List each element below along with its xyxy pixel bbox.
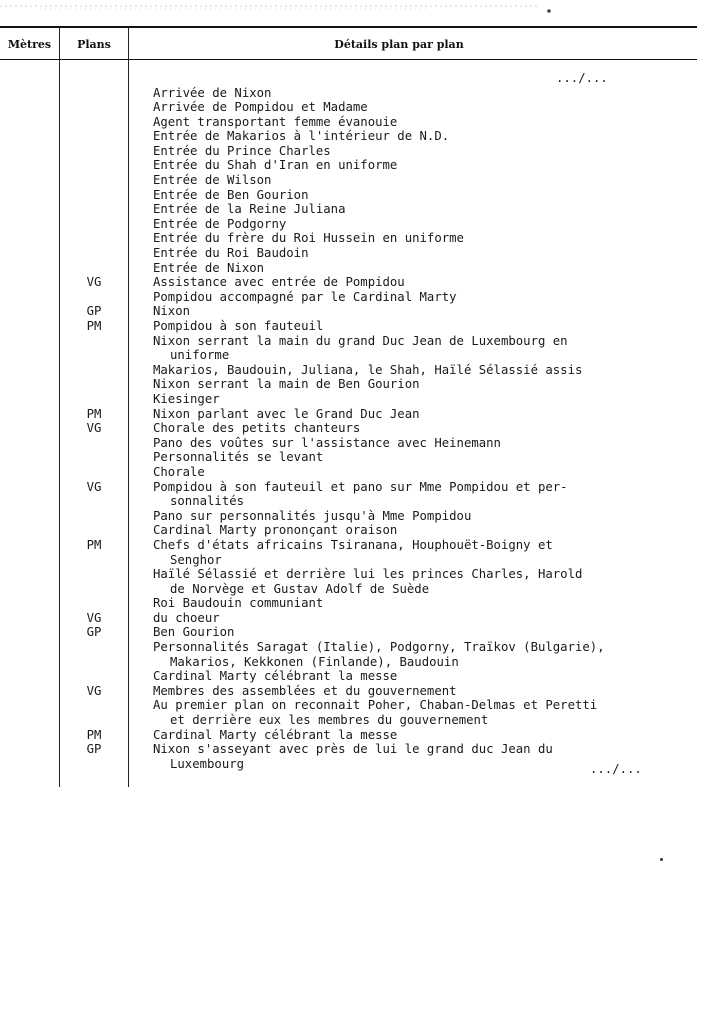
shot-description: Pano sur personnalités jusqu'à Mme Pompidou — [153, 508, 472, 523]
table-row — [0, 334, 711, 349]
table-row — [0, 275, 711, 290]
shot-description: Nixon s'asseyant avec près de lui le grand duc Jean du — [153, 742, 553, 757]
continuation-marker-top: .../... — [556, 71, 608, 85]
shot-description: Pompidou à son fauteuil et pano sur Mme Pompidou et per- — [153, 479, 568, 494]
table-row — [0, 640, 711, 655]
header-plans: Plans — [77, 38, 111, 51]
shot-plan: VG — [86, 421, 102, 436]
table-row — [0, 407, 711, 422]
table-row — [0, 115, 711, 130]
table-row — [0, 669, 711, 684]
shot-description: Assistance avec entrée de Pompidou — [153, 275, 405, 290]
table-row — [0, 231, 711, 246]
table-row — [0, 144, 711, 159]
shot-description: Nixon serrant la main du grand Duc Jean de Luxembourg en — [153, 333, 568, 348]
shot-plan: VG — [86, 610, 102, 625]
continuation-marker-bottom: .../... — [590, 762, 642, 776]
shot-description: Roi Baudouin communiant — [153, 596, 324, 611]
header-details: Détails plan par plan — [334, 38, 464, 51]
shot-plan: VG — [86, 275, 102, 290]
shot-description: Haïlé Sélassié et derrière lui les princes Charles, Harold — [153, 567, 583, 582]
table-row — [0, 261, 711, 276]
table-row — [0, 684, 711, 699]
shot-description: Pano des voûtes sur l'assistance avec Heinemann — [153, 435, 501, 450]
table-row — [0, 567, 711, 582]
table-row — [0, 698, 711, 713]
shot-description: Personnalités se levant — [153, 450, 324, 465]
table-row — [0, 86, 711, 101]
shot-description: Cardinal Marty célébrant la messe — [153, 669, 398, 684]
table-row — [0, 217, 711, 232]
scan-noise-top — [0, 0, 711, 14]
shot-plan: PM — [86, 727, 102, 742]
shot-description: sonnalités — [170, 494, 245, 509]
shot-description: Senghor — [170, 552, 222, 567]
table-row — [0, 421, 711, 436]
shot-description: Membres des assemblées et du gouvernement — [153, 683, 457, 698]
shot-description: Nixon serrant la main de Ben Gourion — [153, 377, 420, 392]
shot-plan: PM — [86, 406, 102, 421]
table-row — [0, 348, 711, 363]
table-row — [0, 319, 711, 334]
table-row — [0, 553, 711, 568]
shot-description: Entrée du Shah d'Iran en uniforme — [153, 158, 398, 173]
shot-description: Cardinal Marty prononçant oraison — [153, 523, 398, 538]
shot-description: Entrée de Wilson — [153, 173, 272, 188]
table-row — [0, 173, 711, 188]
table-row — [0, 596, 711, 611]
shot-description: Agent transportant femme évanouie — [153, 114, 398, 129]
header-metres: Mètres — [7, 38, 52, 51]
header-bottom-rule — [0, 59, 697, 60]
shot-description: Nixon parlant avec le Grand Duc Jean — [153, 406, 420, 421]
shot-description: Kiesinger — [153, 391, 220, 406]
table-row — [0, 713, 711, 728]
shot-description: Au premier plan on reconnait Poher, Chaban-Delmas et Peretti — [153, 698, 598, 713]
shot-description: Pompidou accompagné par le Cardinal Marty — [153, 289, 457, 304]
table-row — [0, 480, 711, 495]
table-row — [0, 742, 711, 757]
shot-description: uniforme — [170, 348, 230, 363]
table-row — [0, 611, 711, 626]
table-row — [0, 450, 711, 465]
shot-description: Entrée de Nixon — [153, 260, 265, 275]
table-row — [0, 538, 711, 553]
shot-description: et derrière eux les membres du gouvernement — [170, 713, 489, 728]
table-row — [0, 129, 711, 144]
shot-description: Chorale des petits chanteurs — [153, 421, 361, 436]
table-row — [0, 202, 711, 217]
table-row — [0, 655, 711, 670]
shot-description: Entrée du Roi Baudoin — [153, 246, 309, 261]
table-row — [0, 523, 711, 538]
table-row — [0, 304, 711, 319]
shot-description: Personnalités Saragat (Italie), Podgorny, Traïkov (Bulgarie), — [153, 640, 605, 655]
shot-description: Entrée du frère du Roi Hussein en uniforme — [153, 231, 464, 246]
shot-description: Makarios, Baudouin, Juliana, le Shah, Haïlé Sélassié assis — [153, 362, 583, 377]
shot-description: Nixon — [153, 304, 191, 319]
table-row — [0, 465, 711, 480]
shot-list — [0, 86, 711, 772]
shot-description: Pompidou à son fauteuil — [153, 319, 324, 333]
table-row — [0, 436, 711, 451]
shot-description: Ben Gourion — [153, 625, 235, 640]
shot-description: Chorale — [153, 464, 205, 479]
shot-description: Arrivée de Pompidou et Madame — [153, 100, 368, 115]
shot-description: Arrivée de Nixon — [153, 85, 272, 100]
shot-plan: VG — [86, 479, 102, 494]
table-row — [0, 363, 711, 378]
shot-description: de Norvège et Gustav Adolf de Suède — [170, 581, 430, 596]
table-row — [0, 158, 711, 173]
shot-description: Makarios, Kekkonen (Finlande), Baudouin — [170, 654, 459, 669]
scan-speck — [660, 858, 663, 861]
shot-description: du choeur — [153, 610, 220, 625]
table-row — [0, 509, 711, 524]
shot-description: Entrée de Makarios à l'intérieur de N.D. — [153, 129, 450, 144]
table-row — [0, 728, 711, 743]
shot-description: Entrée de Podgorny — [153, 216, 287, 231]
shot-description: Entrée du Prince Charles — [153, 143, 331, 158]
table-row — [0, 494, 711, 509]
shot-plan: GP — [86, 625, 102, 640]
shot-plan: GP — [86, 742, 102, 757]
table-row — [0, 392, 711, 407]
shot-description: Entrée de la Reine Juliana — [153, 202, 346, 217]
shot-plan: VG — [86, 683, 102, 698]
shot-description: Chefs d'états africains Tsiranana, Houphouët-Boigny et — [153, 537, 553, 552]
table-row — [0, 290, 711, 305]
table-row — [0, 100, 711, 115]
table-row — [0, 582, 711, 597]
top-rule — [0, 26, 697, 28]
shot-description: Luxembourg — [170, 756, 245, 771]
shot-plan: PM — [86, 319, 102, 333]
table-row — [0, 188, 711, 203]
shot-description: Entrée de Ben Gourion — [153, 187, 309, 202]
shot-plan: GP — [86, 304, 102, 319]
table-row — [0, 246, 711, 261]
table-row — [0, 625, 711, 640]
shot-description: Cardinal Marty célébrant la messe — [153, 727, 398, 742]
shot-plan: PM — [86, 537, 102, 552]
table-row — [0, 377, 711, 392]
